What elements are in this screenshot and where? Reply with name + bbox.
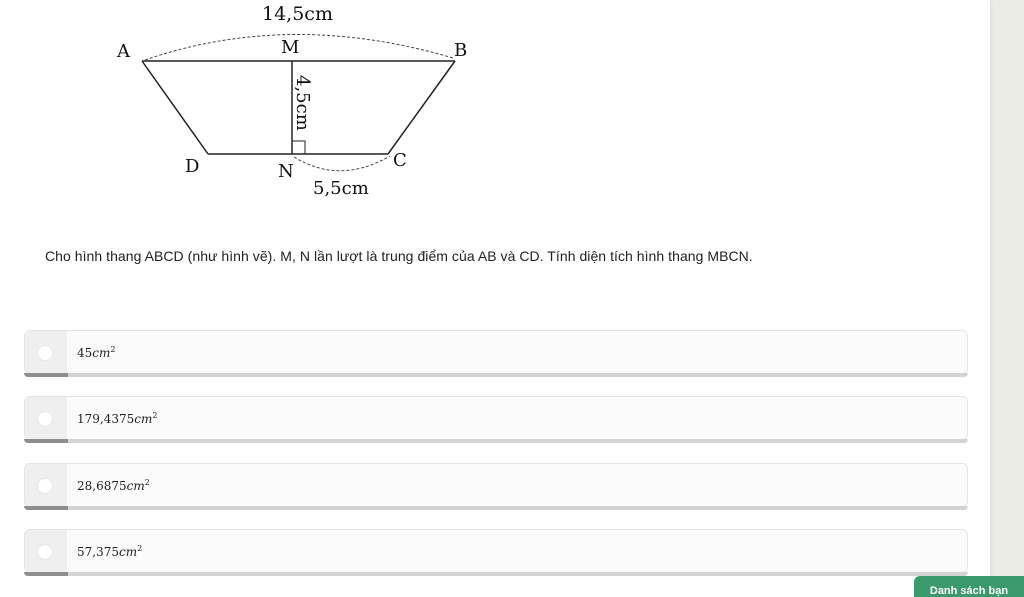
radio-button[interactable] xyxy=(37,478,53,494)
height-label: 4,5cm xyxy=(292,75,313,131)
bottom-length-label: 5,5cm xyxy=(313,178,369,199)
option-bottom-bar xyxy=(24,373,968,377)
side-bc xyxy=(388,61,455,154)
side-ad xyxy=(142,61,208,154)
question-text: Cho hình thang ABCD (như hình vẽ). M, N lần lượt là trung điểm của AB và CD. Tính diện tích hình thang MBCN. xyxy=(45,248,753,264)
option-bottom-bar xyxy=(24,439,968,443)
point-c-label: C xyxy=(393,150,407,171)
point-d-label: D xyxy=(185,156,200,177)
trapezoid-svg xyxy=(100,0,500,205)
point-n-label: N xyxy=(278,161,294,182)
answer-text: $45cm^2$ xyxy=(77,345,116,360)
answer-option-4[interactable] xyxy=(24,529,968,573)
right-angle-marker xyxy=(292,141,305,154)
answer-option-3[interactable] xyxy=(24,463,968,507)
point-m-label: M xyxy=(281,37,300,58)
answer-text: $57,375cm^2$ xyxy=(77,544,143,559)
friend-list-button[interactable]: Danh sách bạn xyxy=(914,576,1024,597)
radio-button[interactable] xyxy=(37,544,53,560)
top-length-label: 14,5cm xyxy=(262,3,333,25)
option-bottom-bar xyxy=(24,572,968,576)
radio-button[interactable] xyxy=(37,345,53,361)
answer-option-1[interactable] xyxy=(24,330,968,374)
option-bottom-bar xyxy=(24,506,968,510)
trapezoid-figure xyxy=(100,0,500,205)
point-b-label: B xyxy=(454,40,468,61)
answer-text: $179,4375cm^2$ xyxy=(77,411,158,426)
radio-button[interactable] xyxy=(37,411,53,427)
answer-text: $28,6875cm^2$ xyxy=(77,478,150,493)
answer-option-2[interactable] xyxy=(24,396,968,440)
bottom-dimension-arc xyxy=(294,156,390,171)
point-a-label: A xyxy=(117,41,130,62)
